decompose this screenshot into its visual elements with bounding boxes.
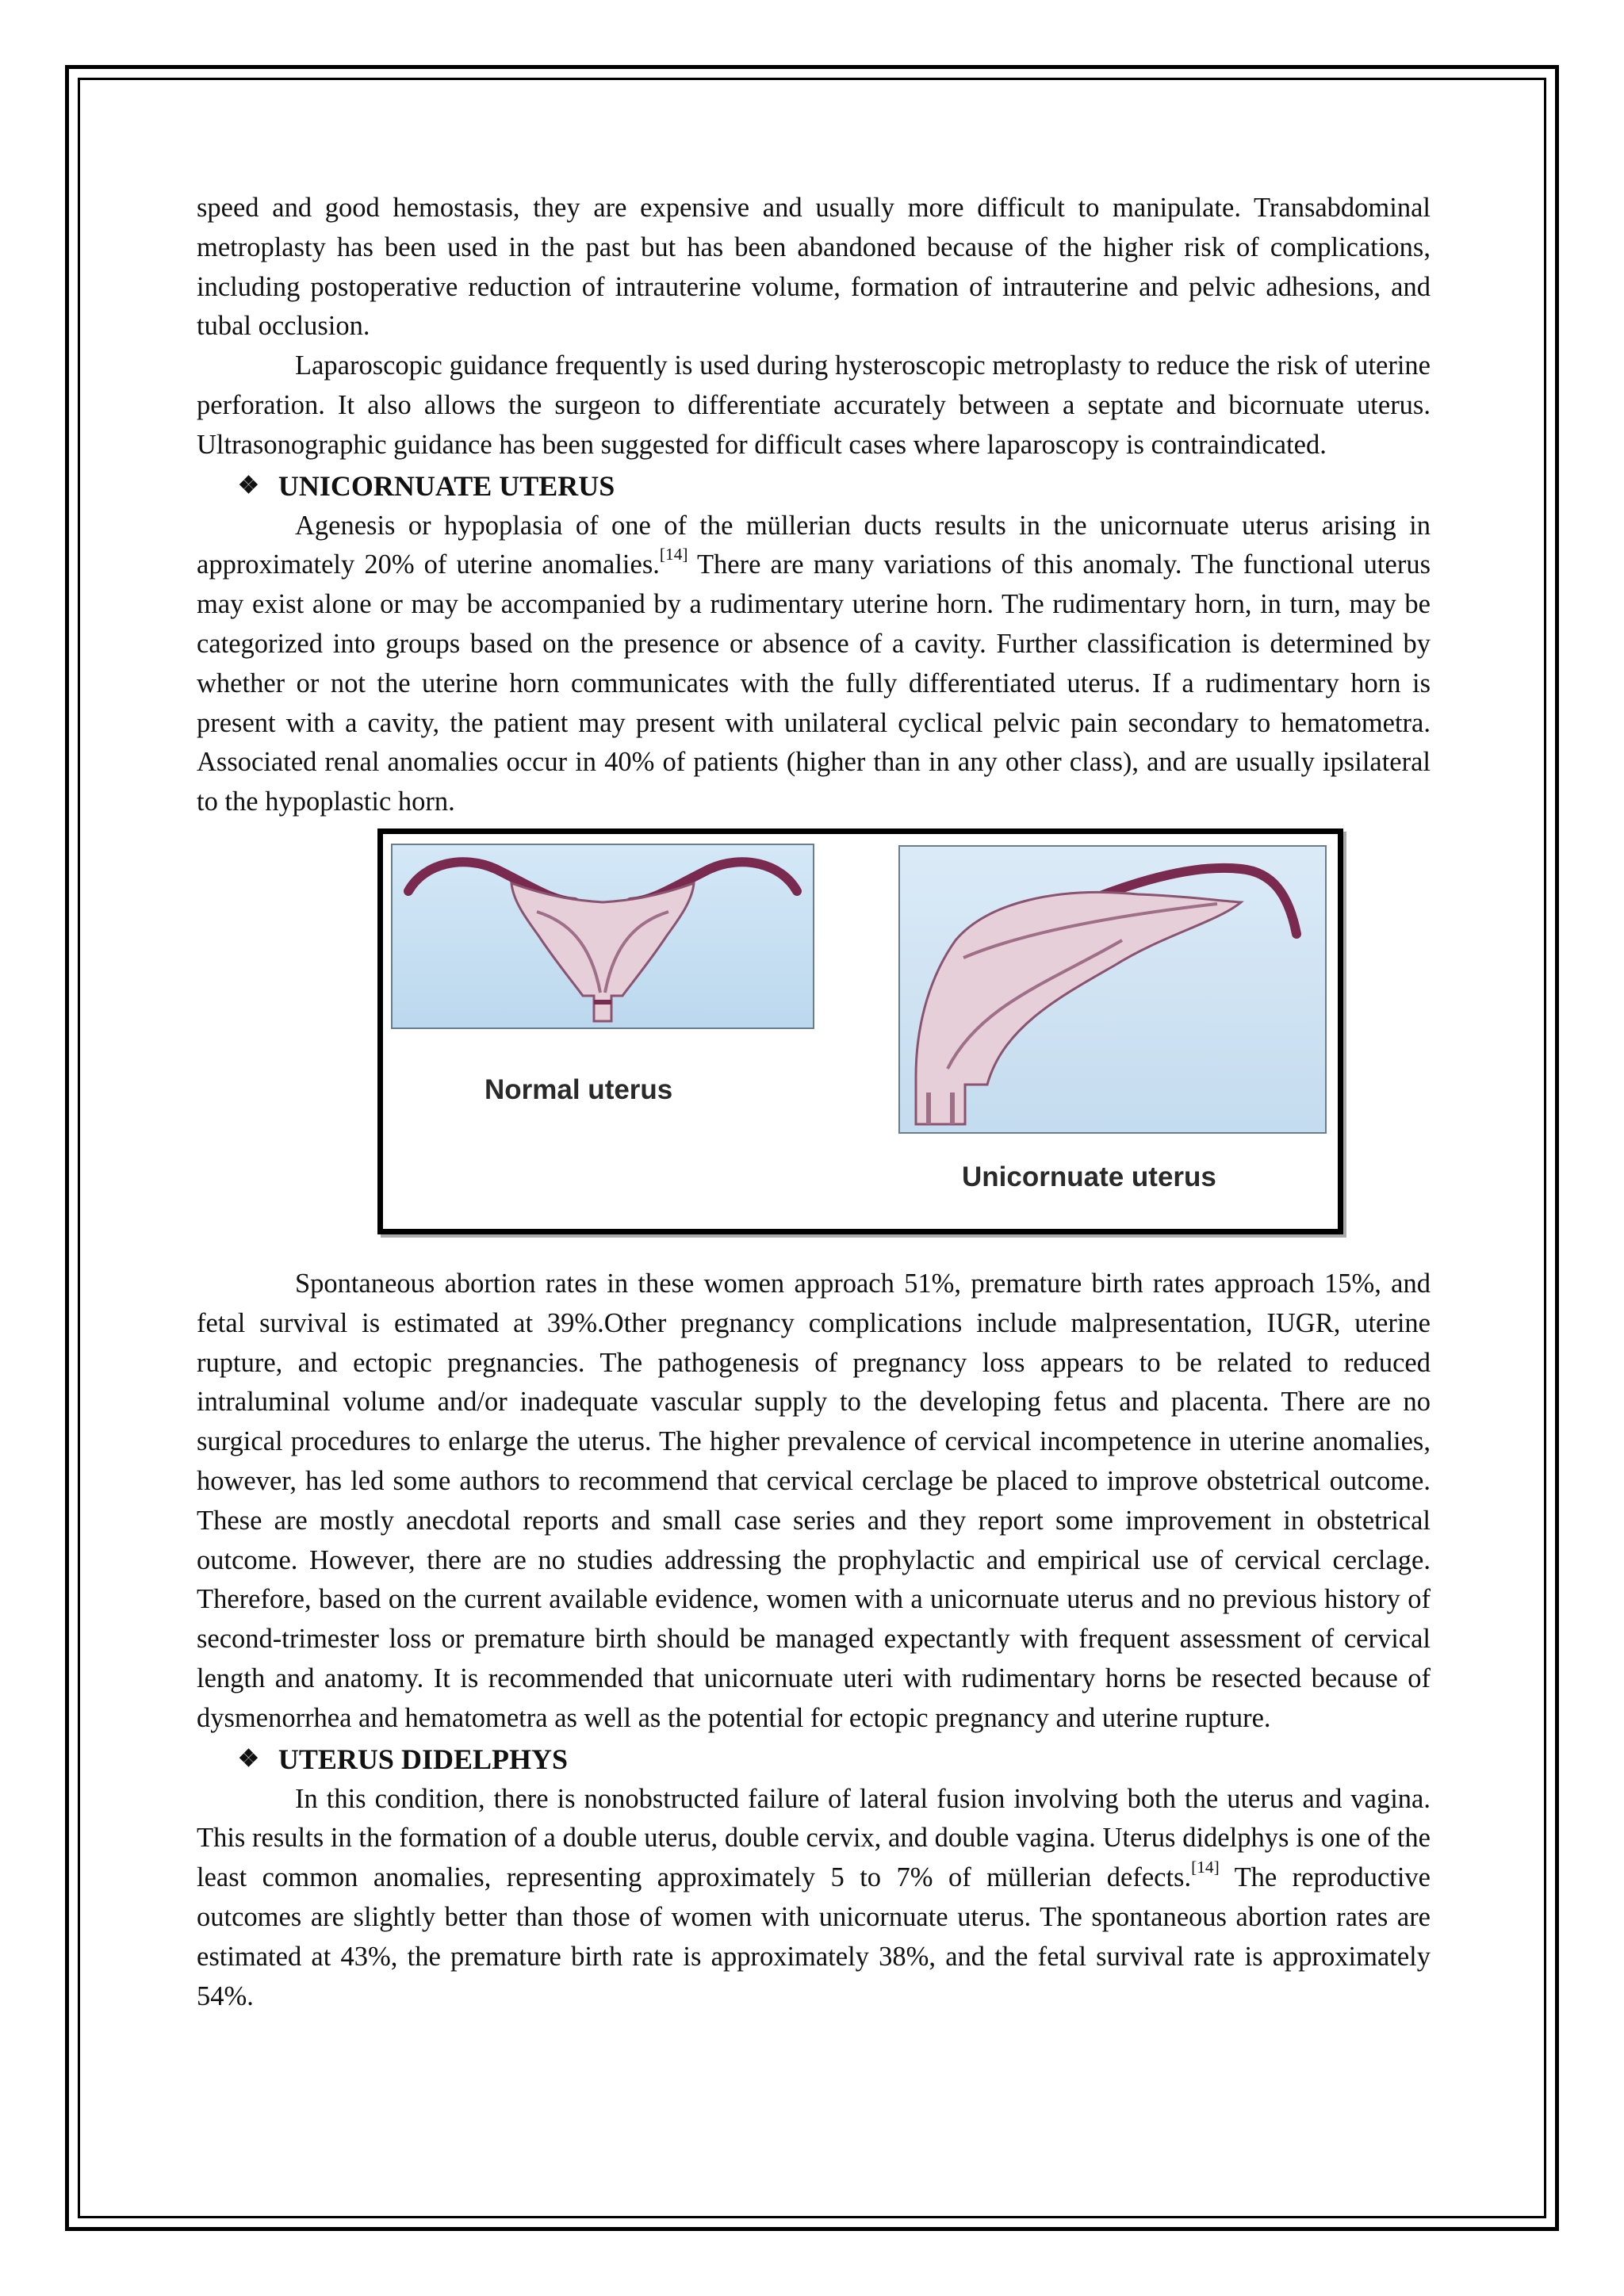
paragraph-laparoscopic-guidance: Laparoscopic guidance frequently is used during hysteroscopic metroplasty to reduce the risk of uterine perforation. It also allows the surgeon to differentiate accurately between a septate and bicornuate uterus. Ultrasonographic guidance has been suggested for difficult cases where laparoscopy is contraindicated.	[197, 350, 1431, 460]
unicornuate-uterus-panel	[898, 845, 1327, 1134]
uterus-comparison-figure	[377, 828, 1343, 1234]
unicornuate-uterus-label: Unicornuate uterus	[962, 1161, 1216, 1192]
paragraph-didelphys-description	[197, 1780, 1431, 2017]
paragraph-text: The reproductive outcomes are slightly better than those of women with unicornuate uterus. The spontaneous abortion rates are estimated at 43%, the premature birth rate is approximately 38%, and the fetal survival rate is approximately 54%.	[197, 1862, 1431, 2011]
heading-uterus-didelphys	[238, 1739, 1431, 1780]
paragraph-text: Agenesis or hypoplasia of one of the müllerian ducts results in the unicornuate uterus arising in approximately 20% of uterine anomalies.	[197, 510, 1431, 580]
heading-text: UTERUS DIDELPHYS	[278, 1743, 568, 1775]
heading-text: UNICORNUATE UTERUS	[278, 469, 615, 502]
paragraph-text: There are many variations of this anomaly. The functional uterus may exist alone or may be accompanied by a rudimentary uterine horn. The rudimentary horn, in turn, may be categorized into groups based on the presence or absence of a cavity. Further classification is determined by whether or not the uterine horn communicates with the fully differentiated uterus. If a rudimentary horn is present with a cavity, the patient may present with unilateral cyclical pelvic pain secondary to hematometra. Associated renal anomalies occur in 40% of patients (higher than in any other class), and are usually ipsilateral to the hypoplastic horn.	[197, 549, 1431, 817]
unicornuate-uterus-illustration	[900, 847, 1325, 1132]
diamond-bullet-icon: ❖	[238, 1745, 259, 1772]
paragraph-metroplasty: speed and good hemostasis, they are expensive and usually more difficult to manipulate. Transabdominal metroplasty has been used in the past but has been abandoned because of the higher risk of complications, including postoperative reduction of intrauterine volume, formation of intrauterine and pelvic adhesions, and tubal occlusion.	[197, 193, 1431, 342]
citation-reference: [14]	[659, 545, 688, 564]
normal-uterus-panel	[391, 844, 814, 1029]
heading-unicornuate-uterus	[238, 465, 1431, 507]
paragraph-pregnancy-outcomes: Spontaneous abortion rates in these women approach 51%, premature birth rates approach 15%, and fetal survival is estimated at 39%.Other pregnancy complications include malpresentation, IUGR, uterine rupture, and ectopic pregnancies. The pathogenesis of pregnancy loss appears to be related to reduced intraluminal volume and/or inadequate vascular supply to the developing fetus and placenta. There are no surgical procedures to enlarge the uterus. The higher prevalence of cervical incompetence in uterine anomalies, however, has led some authors to recommend that cervical cerclage be placed to improve obstetrical outcome. These are mostly anecdotal reports and small case series and they report some improvement in obstetrical outcome. However, there are no studies addressing the prophylactic and empirical use of cervical cerclage. Therefore, based on the current available evidence, women with a unicornuate uterus and no previous history of second-trimester loss or premature birth should be managed expectantly with frequent assessment of cervical length and anatomy. It is recommended that unicornuate uteri with rudimentary horns be resected because of dysmenorrhea and hematometra as well as the potential for ectopic pregnancy and uterine rupture.	[197, 1268, 1431, 1733]
citation-reference: [14]	[1191, 1858, 1220, 1877]
paragraph-text: In this condition, there is nonobstructed failure of lateral fusion involving both the uterus and vagina. This results in the formation of a double uterus, double cervix, and double vagina. Uterus didelphys is one of the least common anomalies, representing approximately 5 to 7% of müllerian defects.	[197, 1783, 1431, 1893]
normal-uterus-label: Normal uterus	[485, 1073, 673, 1105]
normal-uterus-illustration	[393, 845, 813, 1027]
diamond-bullet-icon: ❖	[238, 472, 259, 499]
document-body	[197, 189, 1431, 2016]
paragraph-unicornuate-description	[197, 507, 1431, 822]
